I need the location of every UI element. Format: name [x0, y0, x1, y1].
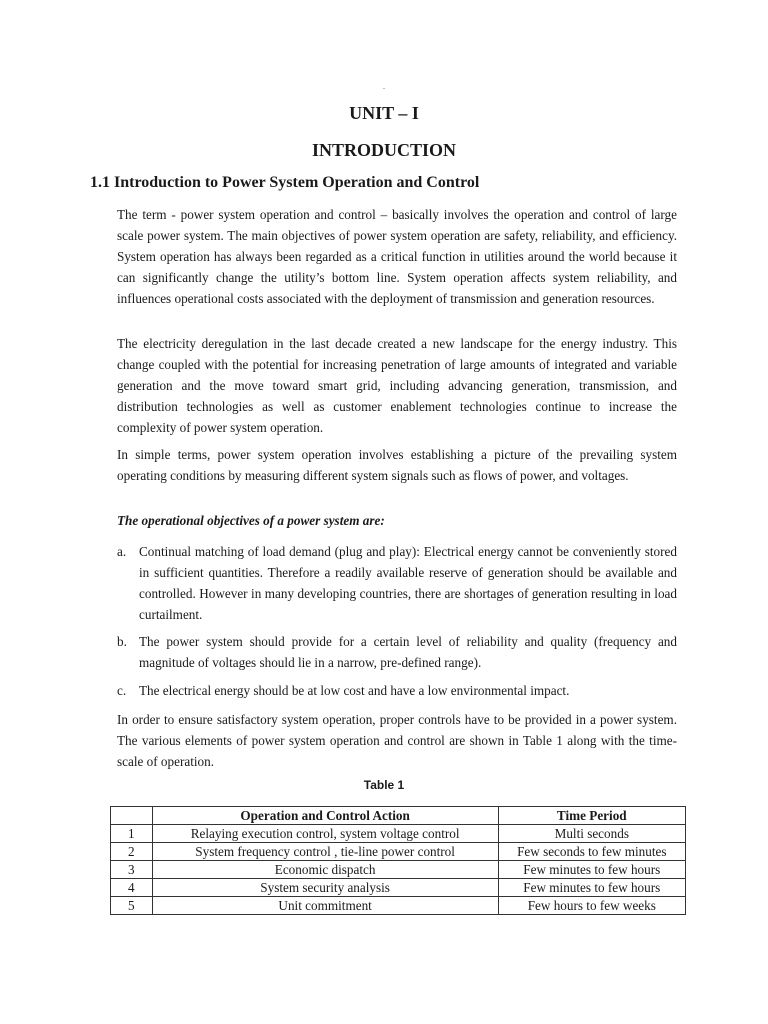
- table-cell: 1: [111, 825, 153, 843]
- header-cell-time-period: Time Period: [498, 807, 685, 825]
- table-cell: Few minutes to few hours: [498, 861, 685, 879]
- table-cell: Few seconds to few minutes: [498, 843, 685, 861]
- list-marker: b.: [117, 634, 127, 649]
- table-cell: 5: [111, 897, 153, 915]
- table-row: [111, 861, 686, 879]
- table-header-row: [111, 807, 686, 825]
- table-cell: Economic dispatch: [152, 861, 498, 879]
- objective-list-item: [117, 680, 677, 701]
- unit-title: UNIT – I: [349, 103, 419, 123]
- objective-list-item: [117, 541, 677, 625]
- objective-list-item: [117, 631, 677, 673]
- objectives-heading: The operational objectives of a power system are:: [117, 513, 385, 528]
- table-cell: 4: [111, 879, 153, 897]
- table-cell: Unit commitment: [152, 897, 498, 915]
- section-heading: 1.1 Introduction to Power System Operation and Control: [90, 174, 480, 191]
- paragraph-simple-terms: In simple terms, power system operation involves establishing a picture of the prevailing system operating conditions by measuring different system signals such as flows of power, and voltages.: [117, 447, 677, 483]
- list-marker: a.: [117, 544, 127, 559]
- paragraph-deregulation: The electricity deregulation in the last decade created a new landscape for the energy industry. This change coupled with the potential for increasing penetration of large amounts of integrated and variable generation and the move toward smart grid, including advancing generation, transmission, and distribution technologies as well as customer enablement technologies continue to increase the complexity of power system operation.: [117, 336, 677, 435]
- table-row: [111, 825, 686, 843]
- paragraph-controls: In order to ensure satisfactory system operation, proper controls have to be provided in a power system. The various elements of power system operation and control are shown in Table 1 along with the time-scale of operation.: [117, 712, 677, 769]
- paragraph-overview: The term - power system operation and control – basically involves the operation and control of large scale power system. The main objectives of power system operation are safety, reliability, and efficiency. System operation has always been regarded as a critical function in utilities around the world because it can significantly change the utility’s bottom line. System operation affects system reliability, and influences operational costs associated with the deployment of transmission and generation resources.: [117, 207, 677, 306]
- table-cell: System frequency control , tie-line power control: [152, 843, 498, 861]
- table-caption: Table 1: [363, 778, 405, 792]
- table-row: [111, 879, 686, 897]
- table-cell: System security analysis: [152, 879, 498, 897]
- list-item-text: Continual matching of load demand (plug and play): Electrical energy cannot be conveniently stored in sufficient quantities. Therefore a readily available reserve of generation should be available and controlled. However in many developing countries, there are shortages of generation resulting in load curtailment.: [139, 544, 677, 622]
- table-row: [111, 897, 686, 915]
- table-row: [111, 843, 686, 861]
- table-cell: 2: [111, 843, 153, 861]
- list-item-text: The electrical energy should be at low cost and have a low environmental impact.: [139, 683, 570, 698]
- chapter-title: INTRODUCTION: [311, 140, 457, 160]
- list-marker: c.: [117, 683, 127, 698]
- list-item-text: The power system should provide for a certain level of reliability and quality (frequency and magnitude of voltages should lie in a narrow, pre-defined range).: [139, 634, 677, 670]
- header-cell-number: [111, 807, 153, 825]
- table-cell: Multi seconds: [498, 825, 685, 843]
- table-cell: 3: [111, 861, 153, 879]
- table-cell: Few hours to few weeks: [498, 897, 685, 915]
- scan-artifact: [383, 88, 385, 89]
- table-cell: Relaying execution control, system voltage control: [152, 825, 498, 843]
- table-cell: Few minutes to few hours: [498, 879, 685, 897]
- header-cell-action: Operation and Control Action: [152, 807, 498, 825]
- operation-control-table: [110, 806, 686, 915]
